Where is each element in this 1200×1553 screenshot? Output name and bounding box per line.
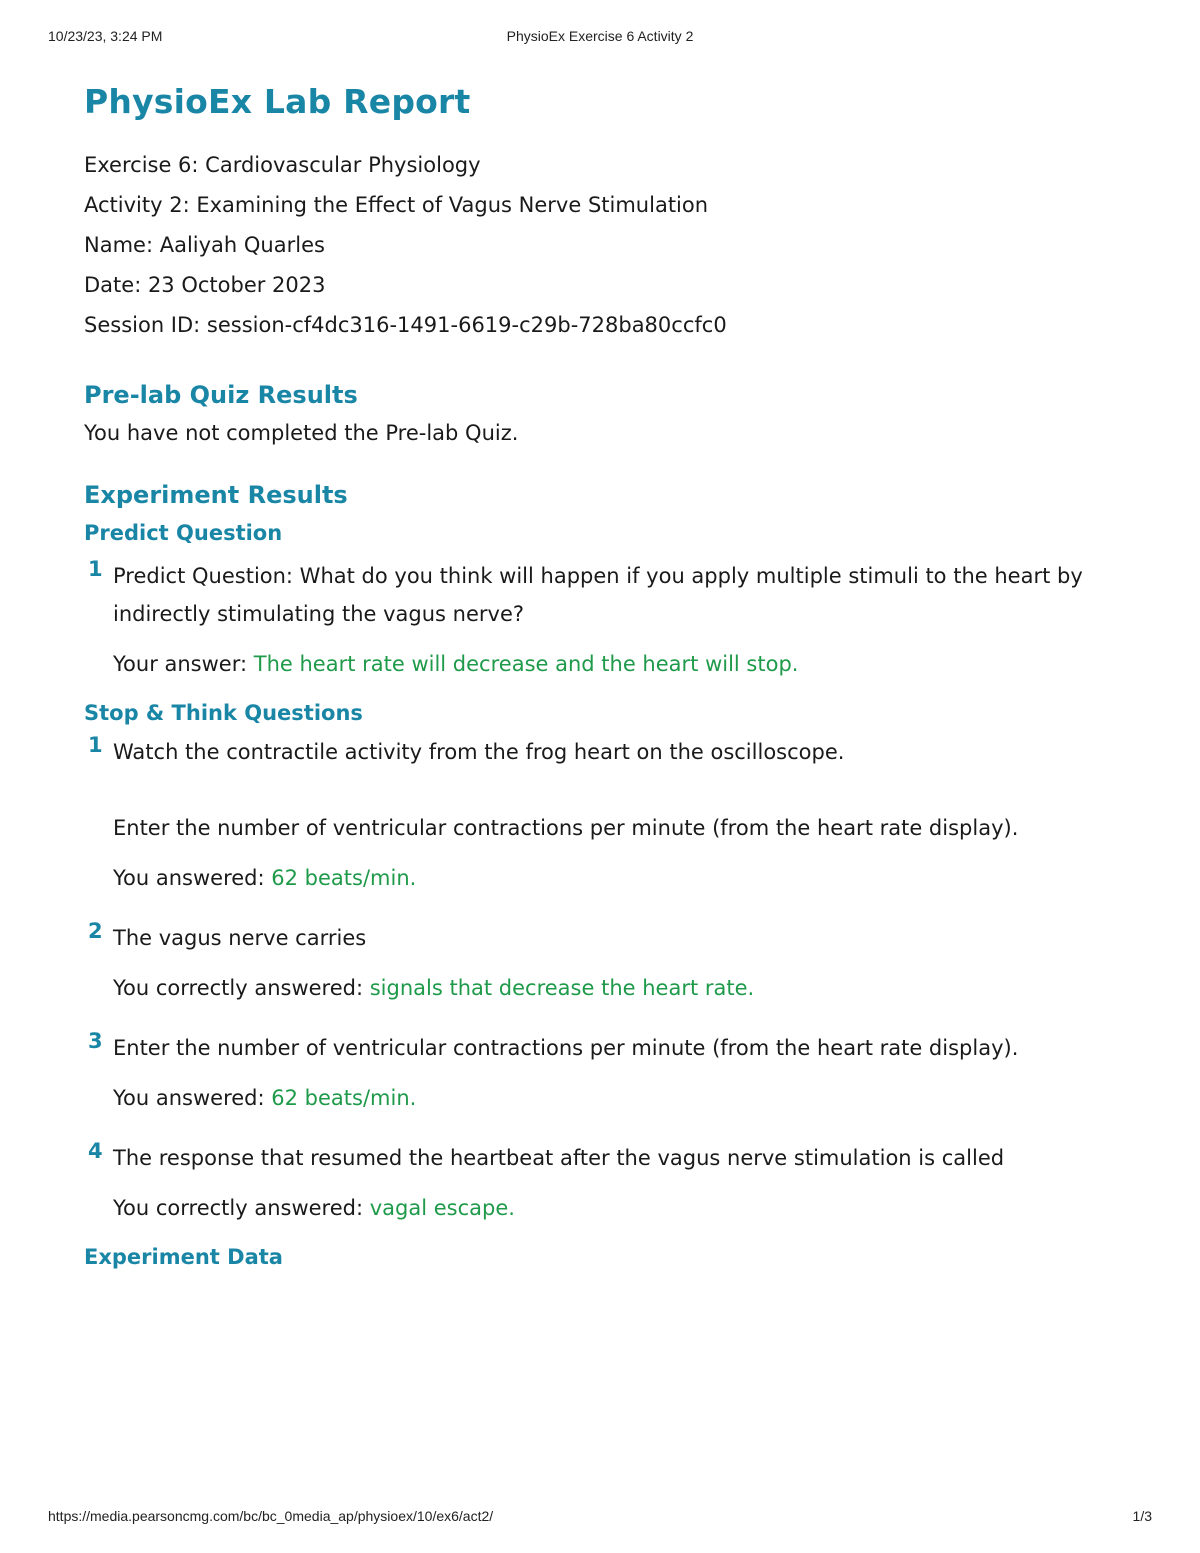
print-page-number: 1/3 xyxy=(1132,1508,1152,1524)
experiment-results-heading: Experiment Results xyxy=(84,481,348,509)
print-page-title: PhysioEx Exercise 6 Activity 2 xyxy=(506,28,694,44)
student-name: Name: Aaliyah Quarles xyxy=(84,233,325,257)
answer-value: vagal escape. xyxy=(369,1196,515,1220)
answer-line xyxy=(113,859,1124,897)
stop-think-heading: Stop & Think Questions xyxy=(84,701,363,725)
answer-label: You answered: xyxy=(113,1086,272,1110)
question-text: Predict Question: What do you think will happen if you apply multiple stimuli to the heart by indirectly stimulating the vagus nerve? xyxy=(113,564,1083,626)
question-text: Enter the number of ventricular contractions per minute (from the heart rate display). xyxy=(113,1036,1019,1060)
session-id: Session ID: session-cf4dc316-1491-6619-c29b-728ba80ccfc0 xyxy=(84,313,727,337)
answer-label: You correctly answered: xyxy=(113,976,370,1000)
answer-label: Your answer: xyxy=(113,652,254,676)
prelab-message: You have not completed the Pre-lab Quiz. xyxy=(84,421,519,445)
answer-value: 62 beats/min. xyxy=(271,866,417,890)
exercise-line: Exercise 6: Cardiovascular Physiology xyxy=(84,153,481,177)
print-footer xyxy=(48,1508,1152,1528)
predict-question xyxy=(84,557,1124,683)
answer-value: 62 beats/min. xyxy=(271,1086,417,1110)
stop-think-question xyxy=(84,1029,1124,1117)
question-text: Watch the contractile activity from the frog heart on the oscilloscope. xyxy=(113,740,845,764)
report-content xyxy=(84,82,1124,1269)
prelab-heading: Pre-lab Quiz Results xyxy=(84,381,358,409)
answer-value: signals that decrease the heart rate. xyxy=(369,976,755,1000)
answer-line xyxy=(113,969,1124,1007)
print-header xyxy=(48,28,1152,48)
print-datetime: 10/23/23, 3:24 PM xyxy=(48,28,163,44)
stop-think-question xyxy=(84,919,1124,1007)
answer-line xyxy=(113,1079,1124,1117)
question-text: The response that resumed the heartbeat after the vagus nerve stimulation is called xyxy=(113,1146,1005,1170)
question-number: 1 xyxy=(88,557,103,581)
stop-think-question xyxy=(84,733,1124,897)
print-url: https://media.pearsoncmg.com/bc/bc_0media_ap/physioex/10/ex6/act2/ xyxy=(48,1508,494,1524)
question-text: The vagus nerve carries xyxy=(113,926,367,950)
answer-line xyxy=(113,645,1124,683)
question-text-continued: Enter the number of ventricular contractions per minute (from the heart rate display). xyxy=(113,816,1019,840)
experiment-data-heading: Experiment Data xyxy=(84,1245,283,1269)
question-number: 1 xyxy=(88,733,103,757)
answer-line xyxy=(113,1189,1124,1227)
stop-think-question xyxy=(84,1139,1124,1227)
report-date: Date: 23 October 2023 xyxy=(84,273,326,297)
report-title: PhysioEx Lab Report xyxy=(84,82,471,121)
activity-line: Activity 2: Examining the Effect of Vagus Nerve Stimulation xyxy=(84,193,709,217)
predict-question-heading: Predict Question xyxy=(84,521,283,545)
question-number: 3 xyxy=(88,1029,103,1053)
answer-value: The heart rate will decrease and the heart will stop. xyxy=(253,652,799,676)
answer-label: You answered: xyxy=(113,866,272,890)
question-number: 2 xyxy=(88,919,103,943)
answer-label: You correctly answered: xyxy=(113,1196,370,1220)
question-number: 4 xyxy=(88,1139,103,1163)
